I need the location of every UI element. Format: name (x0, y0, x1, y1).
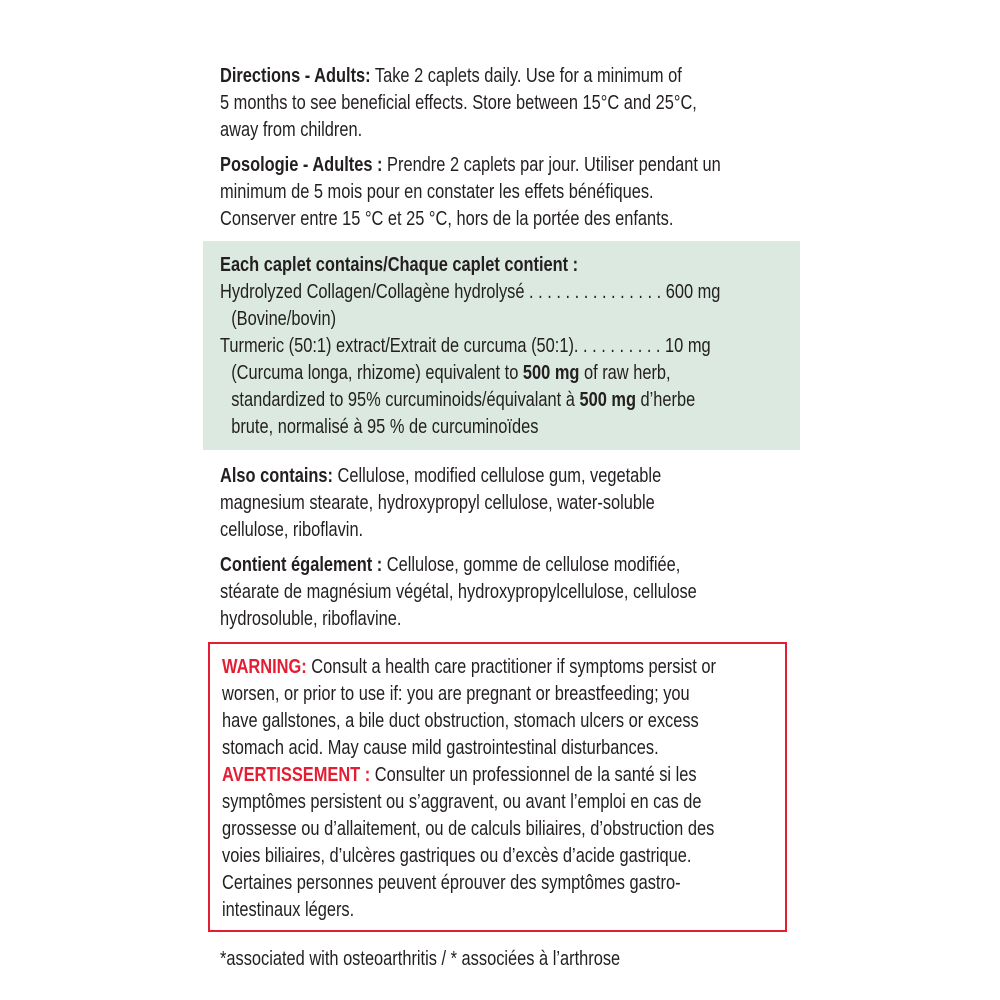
text-segment: Cellulose, gomme de cellulose modifiée, (382, 553, 681, 576)
text-segment: Consulter un professionnel de la santé si les (370, 763, 697, 786)
text-segment: Conserver entre 15 °C et 25 °C, hors de la portée des enfants. (220, 207, 674, 230)
text-segment: hydrosoluble, riboflavine. (220, 607, 402, 630)
text-segment: d’herbe (635, 388, 696, 411)
text-segment: (Bovine/bovin) (231, 307, 337, 330)
text-line (220, 462, 817, 489)
text-segment: cellulose, riboflavin. (220, 518, 364, 541)
text-line (222, 653, 785, 680)
text-segment: Each caplet contains/Chaque caplet contient : (220, 253, 579, 276)
text-segment: 500 mg (522, 361, 580, 384)
text-line (222, 734, 785, 761)
text-segment: worsen, or prior to use if: you are pregnant or breastfeeding; you (222, 682, 690, 705)
text-line (220, 332, 800, 359)
text-line (220, 578, 817, 605)
text-line (220, 413, 800, 440)
directions-en-paragraph (220, 62, 817, 143)
text-segment: grossesse ou d’allaitement, ou de calculs biliaires, d’obstruction des (222, 817, 715, 840)
warning-keyword: AVERTISSEMENT : (222, 763, 371, 786)
text-segment: stéarate de magnésium végétal, hydroxypropylcellulose, cellulose (220, 580, 697, 603)
text-segment: intestinaux légers. (222, 898, 355, 921)
text-line (222, 815, 785, 842)
text-line (220, 489, 817, 516)
text-line (220, 251, 800, 278)
text-line (220, 151, 817, 178)
text-line (220, 605, 817, 632)
text-line (222, 680, 785, 707)
also-contains-fr-paragraph (220, 551, 817, 632)
text-segment: have gallstones, a bile duct obstruction, stomach ulcers or excess (222, 709, 699, 732)
text-segment: Directions - Adults: (220, 64, 371, 87)
text-line (220, 89, 817, 116)
text-segment: Hydrolyzed Collagen/Collagène hydrolysé . . . . . . . . . . . . . . . 600 mg (220, 280, 721, 303)
text-segment: symptômes persistent ou s’aggravent, ou avant l’emploi en cas de (222, 790, 702, 813)
text-segment: Also contains: (220, 464, 333, 487)
text-line (222, 788, 785, 815)
text-segment: Posologie - Adultes : (220, 153, 383, 176)
text-segment: (Curcuma longa, rhizome) equivalent to (231, 361, 523, 384)
warning-text (222, 653, 785, 923)
text-line (222, 869, 785, 896)
text-segment: Take 2 caplets daily. Use for a minimum of (370, 64, 682, 87)
text-line (222, 896, 785, 923)
text-line (222, 707, 785, 734)
label-content (203, 62, 800, 972)
text-line (220, 278, 800, 305)
text-segment: minimum de 5 mois pour en constater les effets bénéfiques. (220, 180, 654, 203)
text-segment: Cellulose, modified cellulose gum, vegetable (333, 464, 662, 487)
text-segment: Certaines personnes peuvent éprouver des symptômes gastro- (222, 871, 681, 894)
text-segment: away from children. (220, 118, 363, 141)
text-segment: standardized to 95% curcuminoids/équivalant à (231, 388, 580, 411)
text-segment: brute, normalisé à 95 % de curcuminoïdes (231, 415, 539, 438)
text-line (220, 516, 817, 543)
text-segment: 5 months to see beneficial effects. Store between 15°C and 25°C, (220, 91, 697, 114)
text-line (220, 305, 800, 332)
text-line (222, 761, 785, 788)
ingredients-text (220, 251, 800, 440)
text-segment: Turmeric (50:1) extract/Extrait de curcuma (50:1). . . . . . . . . . 10 mg (220, 334, 711, 357)
text-segment: Consult a health care practitioner if symptoms persist or (306, 655, 716, 678)
text-line (220, 178, 817, 205)
text-segment: Contient également : (220, 553, 383, 576)
text-line (220, 62, 817, 89)
text-line (222, 842, 785, 869)
text-line (220, 205, 817, 232)
directions-fr-paragraph (220, 151, 817, 232)
ingredients-panel (203, 241, 800, 450)
text-segment: Prendre 2 caplets par jour. Utiliser pendant un (382, 153, 721, 176)
text-line (220, 386, 800, 413)
footnote: *associated with osteoarthritis / * associées à l’arthrose (220, 947, 621, 970)
text-segment: of raw herb, (579, 361, 671, 384)
warning-keyword: WARNING: (222, 655, 307, 678)
text-segment: stomach acid. May cause mild gastrointestinal disturbances. (222, 736, 659, 759)
text-line (220, 551, 817, 578)
text-line (220, 116, 817, 143)
text-segment: 500 mg (579, 388, 636, 411)
text-line (220, 359, 800, 386)
warning-box (208, 642, 787, 932)
text-segment: magnesium stearate, hydroxypropyl cellulose, water-soluble (220, 491, 655, 514)
also-contains-en-paragraph (220, 462, 817, 543)
text-segment: voies biliaires, d’ulcères gastriques ou d’excès d’acide gastrique. (222, 844, 692, 867)
